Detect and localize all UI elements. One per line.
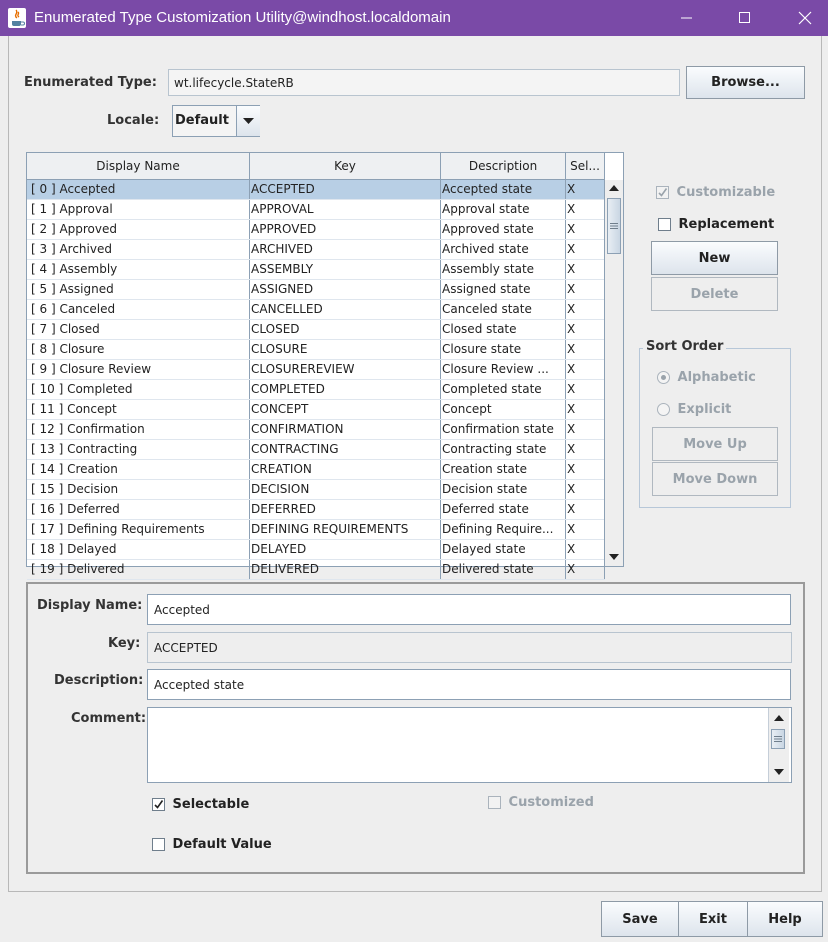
radio-button — [657, 403, 670, 416]
cell-selectable: X — [566, 440, 605, 459]
cell-key: DEFINING REQUIREMENTS — [250, 520, 441, 539]
cell-selectable: X — [566, 220, 605, 239]
explicit-radio[interactable] — [657, 402, 731, 417]
cell-selectable: X — [566, 540, 605, 559]
table-body — [27, 180, 605, 580]
cell-key: APPROVAL — [250, 200, 441, 219]
cell-selectable: X — [566, 460, 605, 479]
cell-key: ACCEPTED — [250, 180, 441, 199]
table-row[interactable] — [27, 540, 605, 560]
browse-button[interactable]: Browse... — [686, 66, 805, 99]
cell-key: CANCELLED — [250, 300, 441, 319]
column-header-description[interactable]: Description — [441, 153, 566, 179]
table-row[interactable] — [27, 380, 605, 400]
scroll-up-button[interactable] — [605, 180, 623, 196]
cell-key: DELIVERED — [250, 560, 441, 579]
cell-key: ARCHIVED — [250, 240, 441, 259]
selectable-checkbox[interactable] — [152, 797, 249, 812]
cell-selectable: X — [566, 560, 605, 579]
cell-display-name: [ 9 ] Closure Review — [27, 360, 250, 379]
minimize-button[interactable] — [664, 0, 710, 36]
cell-display-name: [ 13 ] Contracting — [27, 440, 250, 459]
scroll-down-button[interactable] — [605, 549, 623, 565]
table-scrollbar[interactable] — [604, 180, 623, 566]
cell-description: Delayed state — [441, 540, 566, 559]
cell-display-name: [ 4 ] Assembly — [27, 260, 250, 279]
comment-textarea[interactable] — [147, 707, 792, 783]
locale-label: Locale: — [107, 113, 160, 128]
table-row[interactable] — [27, 180, 605, 200]
table-row[interactable] — [27, 280, 605, 300]
enumerated-type-label: Enumerated Type: — [24, 75, 157, 90]
radio-button — [657, 371, 670, 384]
cell-display-name: [ 11 ] Concept — [27, 400, 250, 419]
cell-description: Concept — [441, 400, 566, 419]
cell-selectable: X — [566, 480, 605, 499]
cell-display-name: [ 17 ] Defining Requirements — [27, 520, 250, 539]
cell-display-name: [ 1 ] Approval — [27, 200, 250, 219]
column-header-key[interactable]: Key — [250, 153, 441, 179]
cell-key: CLOSURE — [250, 340, 441, 359]
cell-display-name: [ 2 ] Approved — [27, 220, 250, 239]
table-row[interactable] — [27, 240, 605, 260]
cell-description: Assigned state — [441, 280, 566, 299]
cell-description: Decision state — [441, 480, 566, 499]
table-row[interactable] — [27, 560, 605, 580]
cell-display-name: [ 5 ] Assigned — [27, 280, 250, 299]
table-row[interactable] — [27, 440, 605, 460]
cell-description: Delivered state — [441, 560, 566, 579]
replacement-checkbox[interactable] — [658, 217, 774, 232]
title-bar — [0, 0, 828, 36]
cell-selectable: X — [566, 280, 605, 299]
comment-scroll-down[interactable] — [770, 764, 788, 780]
cell-selectable: X — [566, 360, 605, 379]
customized-label: Customized — [508, 795, 594, 810]
table-row[interactable] — [27, 400, 605, 420]
comment-scrollbar[interactable] — [768, 708, 789, 782]
table-row[interactable] — [27, 340, 605, 360]
table-row[interactable] — [27, 500, 605, 520]
cell-display-name: [ 10 ] Completed — [27, 380, 250, 399]
cell-key: CLOSED — [250, 320, 441, 339]
cell-description: Creation state — [441, 460, 566, 479]
cell-display-name: [ 12 ] Confirmation — [27, 420, 250, 439]
cell-selectable: X — [566, 420, 605, 439]
table-header — [27, 153, 605, 180]
cell-key: ASSEMBLY — [250, 260, 441, 279]
cell-selectable: X — [566, 200, 605, 219]
table-row[interactable] — [27, 520, 605, 540]
alphabetic-label: Alphabetic — [677, 370, 756, 385]
move-down-button[interactable]: Move Down — [652, 462, 778, 496]
cell-selectable: X — [566, 240, 605, 259]
cell-key: DELAYED — [250, 540, 441, 559]
cell-description: Defining Require... — [441, 520, 566, 539]
enumerated-type-field[interactable]: wt.lifecycle.StateRB — [168, 69, 680, 96]
grip-icon — [610, 223, 618, 229]
chevron-down-icon — [243, 118, 254, 125]
cell-selectable: X — [566, 260, 605, 279]
close-button[interactable] — [782, 0, 828, 36]
table-row[interactable] — [27, 320, 605, 340]
key-field[interactable]: ACCEPTED — [147, 632, 792, 663]
cell-display-name: [ 6 ] Canceled — [27, 300, 250, 319]
table-row[interactable] — [27, 300, 605, 320]
cell-description: Confirmation state — [441, 420, 566, 439]
explicit-label: Explicit — [677, 402, 732, 417]
cell-selectable: X — [566, 340, 605, 359]
cell-selectable: X — [566, 320, 605, 339]
column-header-display-name[interactable]: Display Name — [27, 153, 250, 179]
cell-key: DEFERRED — [250, 500, 441, 519]
cell-key: APPROVED — [250, 220, 441, 239]
table-row[interactable] — [27, 460, 605, 480]
cell-display-name: [ 14 ] Creation — [27, 460, 250, 479]
cell-description: Approved state — [441, 220, 566, 239]
cell-description: Assembly state — [441, 260, 566, 279]
enum-table — [26, 152, 624, 576]
cell-description: Canceled state — [441, 300, 566, 319]
selectable-label: Selectable — [172, 797, 250, 812]
close-icon — [798, 11, 812, 25]
checkbox-box — [488, 796, 501, 809]
checkbox-box[interactable] — [152, 838, 165, 851]
checkbox-box — [656, 186, 669, 199]
table-row[interactable] — [27, 480, 605, 500]
display-name-field[interactable]: Accepted — [147, 594, 791, 625]
cell-description: Contracting state — [441, 440, 566, 459]
radio-dot-icon — [661, 375, 666, 380]
cell-key: DECISION — [250, 480, 441, 499]
table-row[interactable] — [27, 200, 605, 220]
key-label: Key: — [108, 636, 141, 651]
maximize-icon — [739, 12, 751, 24]
comment-scroll-thumb[interactable] — [771, 729, 785, 749]
table-row[interactable] — [27, 420, 605, 440]
arrow-down-icon — [609, 554, 619, 560]
cell-selectable: X — [566, 380, 605, 399]
arrow-down-icon — [774, 769, 784, 775]
cell-selectable: X — [566, 400, 605, 419]
table-row[interactable] — [27, 360, 605, 380]
cell-key: ASSIGNED — [250, 280, 441, 299]
cell-display-name: [ 3 ] Archived — [27, 240, 250, 259]
cell-key: COMPLETED — [250, 380, 441, 399]
display-name-label: Display Name: — [37, 598, 143, 613]
cell-description: Completed state — [441, 380, 566, 399]
description-label: Description: — [54, 673, 144, 688]
cell-description: Archived state — [441, 240, 566, 259]
column-header-selectable[interactable]: Sel... — [566, 153, 605, 179]
scroll-thumb[interactable] — [607, 198, 621, 254]
exit-button[interactable]: Exit — [678, 901, 748, 937]
move-up-button[interactable]: Move Up — [652, 427, 778, 461]
customizable-checkbox — [656, 185, 775, 200]
window-title: Enumerated Type Customization Utility@windhost.localdomain — [34, 9, 451, 26]
arrow-up-icon — [774, 715, 784, 721]
cell-description: Closure Review ... — [441, 360, 566, 379]
help-button[interactable]: Help — [747, 901, 823, 937]
cell-display-name: [ 16 ] Deferred — [27, 500, 250, 519]
cell-key: CLOSUREREVIEW — [250, 360, 441, 379]
locale-select[interactable] — [172, 105, 260, 137]
save-button[interactable]: Save — [601, 901, 679, 937]
cell-key: CONCEPT — [250, 400, 441, 419]
table-row[interactable] — [27, 220, 605, 240]
checkmark-icon — [657, 187, 668, 198]
description-field[interactable]: Accepted state — [147, 669, 791, 700]
comment-scroll-up[interactable] — [770, 710, 788, 726]
cell-description: Approval state — [441, 200, 566, 219]
checkmark-icon — [153, 799, 164, 810]
checkbox-box[interactable] — [658, 218, 671, 231]
cell-description: Accepted state — [441, 180, 566, 199]
cell-display-name: [ 7 ] Closed — [27, 320, 250, 339]
cell-selectable: X — [566, 180, 605, 199]
alphabetic-radio[interactable] — [657, 370, 756, 385]
cell-display-name: [ 19 ] Delivered — [27, 560, 250, 579]
checkbox-box[interactable] — [152, 798, 165, 811]
cell-description: Deferred state — [441, 500, 566, 519]
new-button[interactable]: New — [651, 241, 778, 275]
sort-order-title: Sort Order — [643, 339, 726, 354]
minimize-icon — [681, 12, 693, 24]
grip-icon — [774, 736, 782, 742]
table-row[interactable] — [27, 260, 605, 280]
locale-dropdown-arrow[interactable] — [236, 106, 260, 136]
cell-description: Closure state — [441, 340, 566, 359]
delete-button[interactable]: Delete — [651, 277, 778, 311]
customizable-label: Customizable — [676, 185, 776, 200]
java-app-icon — [8, 8, 26, 28]
locale-value: Default — [175, 113, 229, 128]
cell-selectable: X — [566, 300, 605, 319]
arrow-up-icon — [609, 185, 619, 191]
cell-display-name: [ 15 ] Decision — [27, 480, 250, 499]
cell-description: Closed state — [441, 320, 566, 339]
comment-label: Comment: — [71, 711, 147, 726]
cell-selectable: X — [566, 520, 605, 539]
cell-display-name: [ 18 ] Delayed — [27, 540, 250, 559]
default-value-label: Default Value — [172, 837, 272, 852]
cell-display-name: [ 0 ] Accepted — [27, 180, 250, 199]
cell-selectable: X — [566, 500, 605, 519]
cell-display-name: [ 8 ] Closure — [27, 340, 250, 359]
replacement-label: Replacement — [678, 217, 775, 232]
cell-key: CREATION — [250, 460, 441, 479]
cell-key: CONTRACTING — [250, 440, 441, 459]
customized-checkbox — [488, 795, 594, 810]
cell-key: CONFIRMATION — [250, 420, 441, 439]
default-value-checkbox[interactable] — [152, 837, 272, 852]
maximize-button[interactable] — [722, 0, 768, 36]
